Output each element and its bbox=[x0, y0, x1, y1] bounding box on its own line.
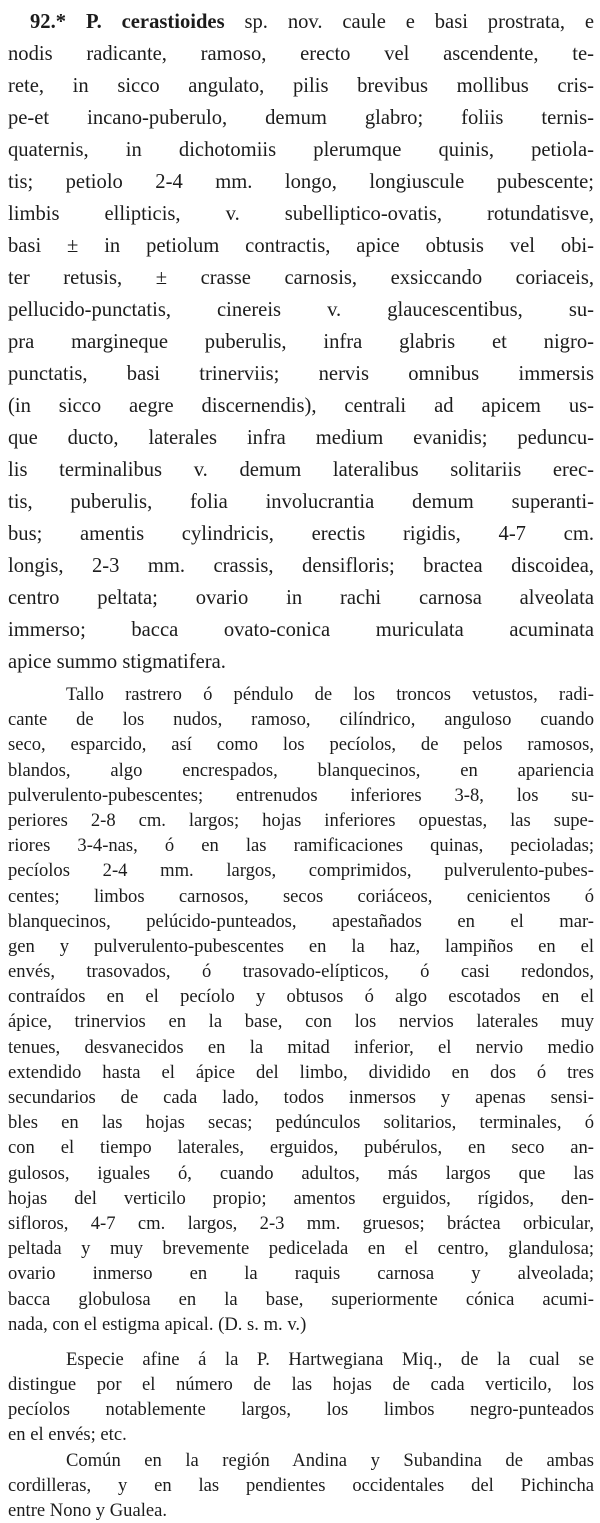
text-line: distingue por el número de las hojas de cada verticilo, los bbox=[8, 1374, 594, 1396]
text-line: pulverulento-pubescentes; entrenudos inferiores 3-8, los su- bbox=[8, 784, 594, 806]
text-line: immerso; bacca ovato-conica muriculata acuminata bbox=[8, 619, 594, 641]
text-line: pecíolos 2-4 mm. largos, comprimidos, pulverulento-pubes- bbox=[8, 860, 594, 882]
text-line: (in sicco aegre discernendis), centrali ad apicem us- bbox=[8, 395, 594, 417]
species-name: P. cerastioides bbox=[85, 11, 225, 33]
text-line: bacca globulosa en la base, superiormente cónica acumi- bbox=[8, 1288, 594, 1310]
text-line: gulosos, iguales ó, cuando adultos, más largos que las bbox=[8, 1162, 594, 1184]
text-line: nodis radicante, ramoso, erecto vel ascendente, te- bbox=[8, 43, 594, 65]
spanish-description bbox=[8, 682, 594, 1523]
text-line: ápice, trinervios en la base, con los nervios laterales muy bbox=[8, 1011, 594, 1033]
text-line: Tallo rastrero ó péndulo de los troncos vetustos, radi- bbox=[66, 684, 594, 705]
text-line: sifloros, 4-7 cm. largos, 2-3 mm. gruesos; bráctea orbicular, bbox=[8, 1212, 594, 1234]
text-line: blandos, algo encrespados, blanquecinos, en apariencia bbox=[8, 759, 594, 781]
text-line: tis, puberulis, folia involucrantia demum superanti- bbox=[8, 491, 594, 513]
text-line: envés, trasovados, ó trasovado-elípticos, ó casi redondos, bbox=[8, 961, 594, 983]
entry-heading-line bbox=[8, 6, 594, 38]
text-line: extendido hasta el ápice del limbo, dividido en dos ó tres bbox=[8, 1061, 594, 1083]
text-line: apice summo stigmatifera. bbox=[8, 651, 226, 673]
text-line: centro peltata; ovario in rachi carnosa alveolata bbox=[8, 587, 594, 609]
text-line: secundarios de cada lado, todos inmersos y apenas sensi- bbox=[8, 1087, 594, 1108]
text-line: pra margineque puberulis, infra glabris et nigro- bbox=[8, 331, 594, 353]
text-line: peltada y muy brevemente pedicelada en el centro, glandulosa; bbox=[8, 1238, 594, 1260]
latin-diagnosis bbox=[8, 6, 594, 678]
text-line: contraídos en el pecíolo y obtusos ó algo escotados en el bbox=[8, 986, 594, 1008]
text-line: rete, in sicco angulato, pilis brevibus mollibus cris- bbox=[8, 75, 594, 97]
text-line: pellucido-punctatis, cinereis v. glaucescentibus, su- bbox=[8, 299, 594, 321]
text-line: basi ± in petiolum contractis, apice obtusis vel obi- bbox=[8, 235, 594, 257]
text-line: periores 2-8 cm. largos; hojas inferiores opuestas, las supe- bbox=[8, 809, 594, 831]
text-line: longis, 2-3 mm. crassis, densifloris; bractea discoidea, bbox=[8, 555, 594, 577]
text-line: entre Nono y Gualea. bbox=[8, 1500, 168, 1521]
text-line: quaternis, in dichotomiis plerumque quinis, petiola- bbox=[8, 139, 594, 161]
text-line: bles en las hojas secas; pedúnculos solitarios, terminales, ó bbox=[8, 1112, 594, 1134]
text-line: hojas del verticilo propio; amentos erguidos, rígidos, den- bbox=[8, 1187, 594, 1209]
text-line: blanquecinos, pelúcido-punteados, apestañados en el mar- bbox=[8, 910, 594, 932]
text-line: gen y pulverulento-pubescentes en la haz, lampiños en el bbox=[8, 935, 594, 957]
text-line: riores 3-4-nas, ó en las ramificaciones quinas, pecioladas; bbox=[8, 835, 594, 857]
text-line: caule e basi prostrata, e bbox=[342, 11, 595, 33]
text-line: punctatis, basi trinerviis; nervis omnibus immersis bbox=[8, 363, 594, 385]
text-line: nada, con el estigma apical. (D. s. m. v.) bbox=[8, 1313, 307, 1335]
text-line: con el tiempo laterales, erguidos, pubérulos, en seco an- bbox=[8, 1137, 594, 1159]
text-line: lis terminalibus v. demum lateralibus solitariis erec- bbox=[8, 459, 594, 481]
text-line: centes; limbos carnosos, secos coriáceos, cenicientos ó bbox=[8, 885, 594, 907]
text-line: en el envés; etc. bbox=[8, 1424, 127, 1446]
text-line: cordilleras, y en las pendientes occidentales del Pichincha bbox=[8, 1474, 594, 1496]
text-line: Común en la región Andina y Subandina de ambas bbox=[66, 1449, 594, 1471]
text-line: bus; amentis cylindricis, erectis rigidis, 4-7 cm. bbox=[8, 523, 594, 545]
text-line: cante de los nudos, ramoso, cilíndrico, anguloso cuando bbox=[8, 709, 594, 731]
text-line: Especie afine á la P. Hartwegiana Miq., de la cual se bbox=[66, 1348, 594, 1370]
entry-number: 92.* bbox=[30, 11, 67, 33]
text-line: seco, esparcido, así como los pecíolos, de pelos ramosos, bbox=[8, 734, 594, 756]
text-line: tenues, desvanecidos en la mitad inferior, el nervio medio bbox=[8, 1036, 594, 1058]
text-line: que ducto, laterales infra medium evanidis; peduncu- bbox=[8, 427, 594, 449]
text-line: ovario inmerso en la raquis carnosa y alveolada; bbox=[8, 1263, 594, 1285]
species-status: sp. nov. bbox=[244, 11, 323, 33]
text-line: pe-et incano-puberulo, demum glabro; foliis ternis- bbox=[8, 107, 594, 129]
text-line: limbis ellipticis, v. subelliptico-ovatis, rotundatisve, bbox=[8, 203, 594, 225]
text-line: ter retusis, ± crasse carnosis, exsiccando coriaceis, bbox=[8, 267, 594, 289]
document-page bbox=[8, 6, 595, 1521]
paragraph-gap bbox=[8, 1337, 594, 1347]
text-line: pecíolos notablemente largos, los limbos negro-punteados bbox=[8, 1399, 594, 1421]
text-line: tis; petiolo 2-4 mm. longo, longiuscule pubescente; bbox=[8, 171, 594, 193]
